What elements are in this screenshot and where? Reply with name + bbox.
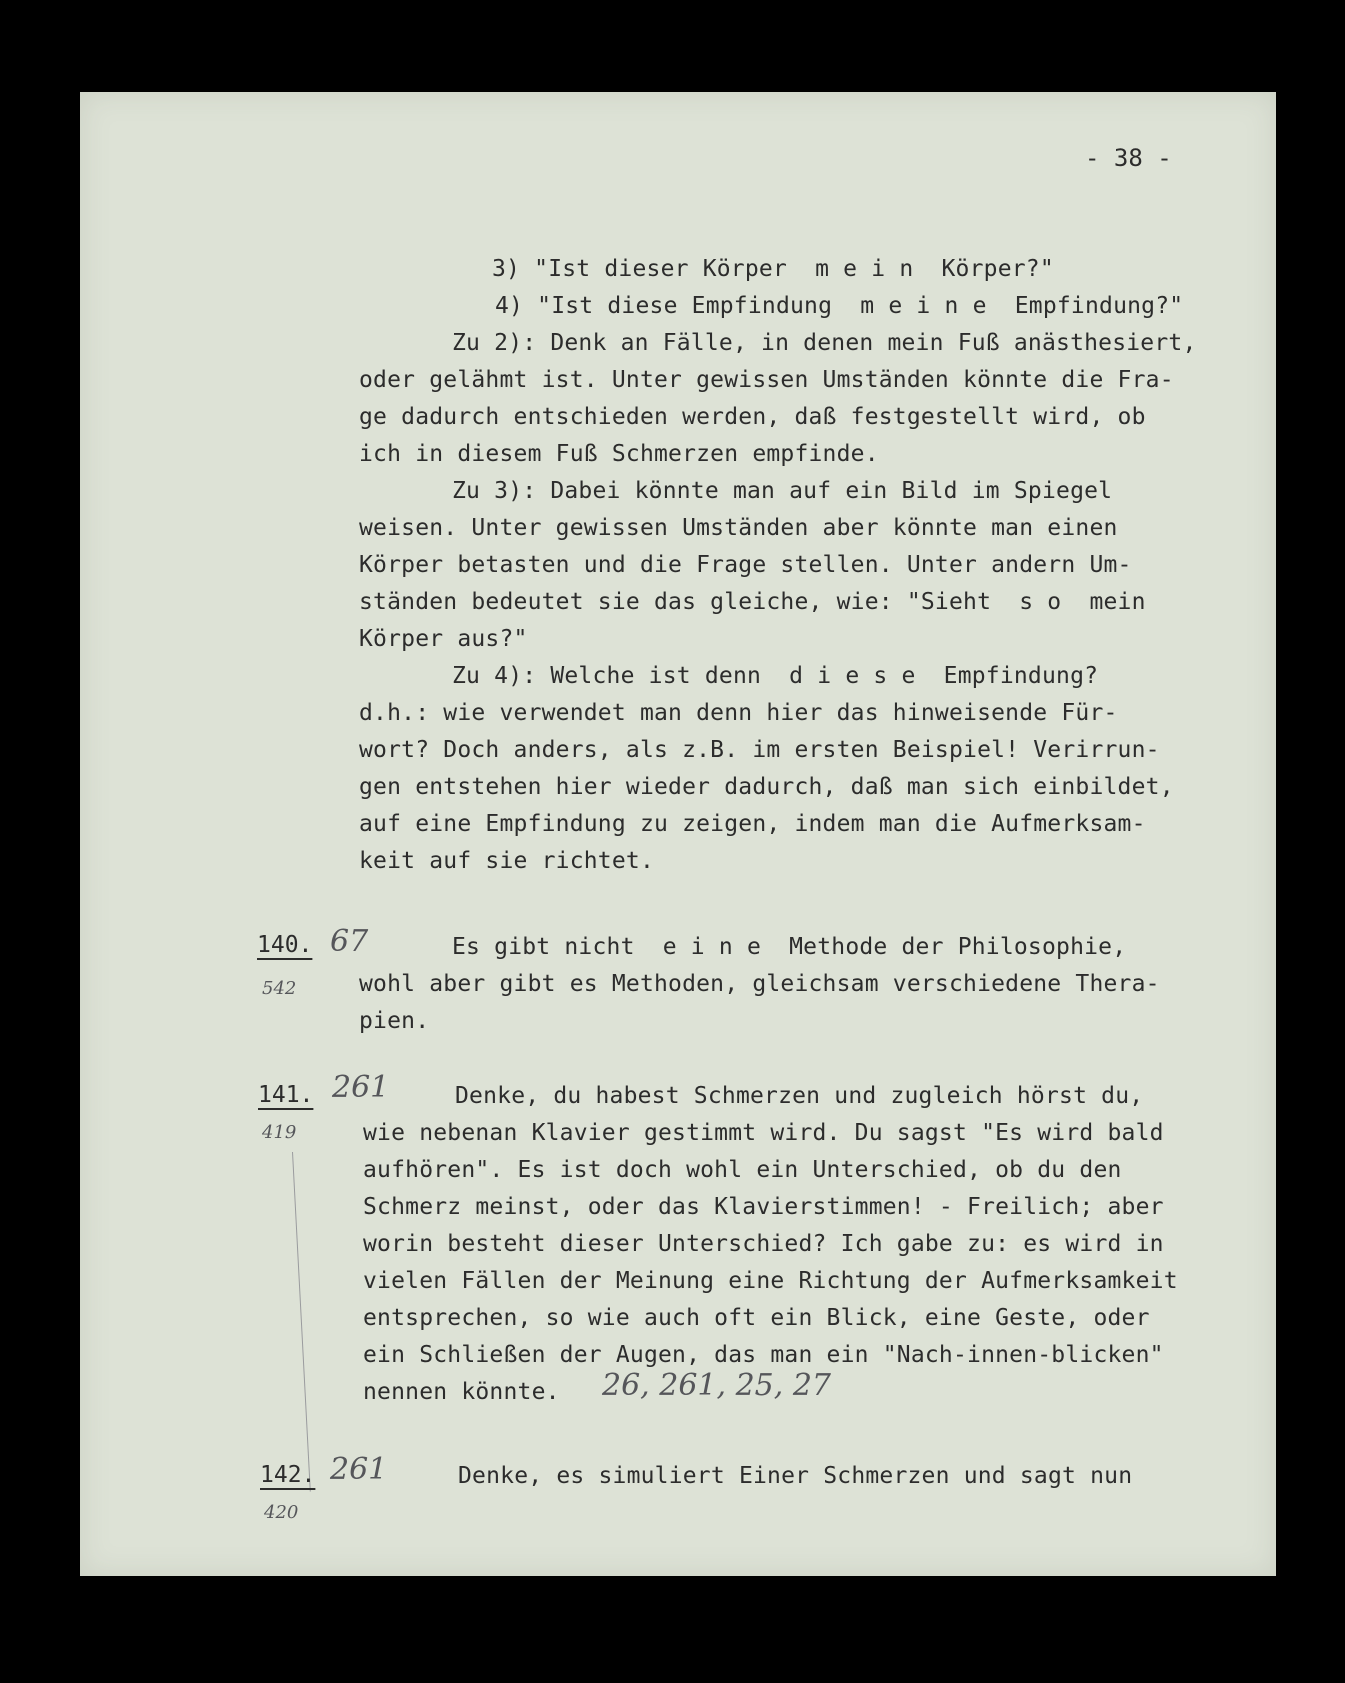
text-line: keit auf sie richtet. [359, 848, 654, 874]
section-number-141: 141. [258, 1082, 314, 1108]
text-line: d.h.: wie verwendet man denn hier das hinweisende Für- [359, 700, 1118, 726]
handwritten-reference: 261 [332, 1070, 390, 1105]
text-line: Körper aus?" [359, 626, 528, 652]
text-line: worin besteht dieser Unterschied? Ich gabe zu: es wird in [363, 1231, 1164, 1257]
text-line: ein Schließen der Augen, das man ein "Nach-innen-blicken" [363, 1342, 1164, 1368]
handwritten-reference: 261 [330, 1452, 388, 1487]
text-line: 3) "Ist dieser Körper m e i n Körper?" [492, 256, 1054, 282]
handwritten-note: 420 [264, 1502, 299, 1523]
handwritten-note: 419 [262, 1122, 297, 1143]
text-line: wie nebenan Klavier gestimmt wird. Du sagst "Es wird bald [363, 1120, 1164, 1146]
text-line: ge dadurch entschieden werden, daß festgestellt wird, ob [359, 404, 1146, 430]
handwritten-reference: 67 [330, 924, 369, 959]
text-line: aufhören". Es ist doch wohl ein Unterschied, ob du den [363, 1157, 1122, 1183]
handwritten-note: 542 [262, 978, 297, 999]
handwritten-cross-references: 26, 261, 25, 27 [602, 1368, 831, 1403]
text-line: nennen könnte. [363, 1379, 560, 1405]
text-line: ständen bedeutet sie das gleiche, wie: "Sieht s o mein [359, 589, 1146, 615]
page-number: - 38 - [1085, 144, 1172, 172]
text-line: wohl aber gibt es Methoden, gleichsam verschiedene Thera- [359, 971, 1160, 997]
section-number-142: 142. [260, 1462, 316, 1488]
text-line: 4) "Ist diese Empfindung m e i n e Empfindung?" [495, 293, 1184, 319]
text-line: Zu 3): Dabei könnte man auf ein Bild im Spiegel [452, 478, 1113, 504]
typescript-page [80, 92, 1276, 1576]
text-line: pien. [359, 1008, 430, 1034]
text-line: gen entstehen hier wieder dadurch, daß man sich einbildet, [359, 774, 1174, 800]
margin-line [292, 1152, 311, 1492]
text-line: ich in diesem Fuß Schmerzen empfinde. [359, 441, 879, 467]
text-line: entsprechen, so wie auch oft ein Blick, eine Geste, oder [363, 1305, 1150, 1331]
text-line: Zu 2): Denk an Fälle, in denen mein Fuß anästhesiert, [452, 330, 1197, 356]
text-line: auf eine Empfindung zu zeigen, indem man die Aufmerksam- [359, 811, 1146, 837]
text-line: Es gibt nicht e i n e Methode der Philosophie, [452, 934, 1127, 960]
section-number-140: 140. [257, 932, 313, 958]
text-line: Denke, du habest Schmerzen und zugleich hörst du, [455, 1083, 1144, 1109]
text-line: Körper betasten und die Frage stellen. Unter andern Um- [359, 552, 1132, 578]
text-line: Zu 4): Welche ist denn d i e s e Empfindung? [452, 663, 1099, 689]
text-line: Schmerz meinst, oder das Klavierstimmen! - Freilich; aber [363, 1194, 1164, 1220]
text-line: Denke, es simuliert Einer Schmerzen und sagt nun [458, 1463, 1133, 1489]
text-line: oder gelähmt ist. Unter gewissen Umständen könnte die Fra- [359, 367, 1174, 393]
text-line: weisen. Unter gewissen Umständen aber könnte man einen [359, 515, 1118, 541]
text-line: wort? Doch anders, als z.B. im ersten Beispiel! Verirrun- [359, 737, 1160, 763]
text-line: vielen Fällen der Meinung eine Richtung der Aufmerksamkeit [363, 1268, 1178, 1294]
